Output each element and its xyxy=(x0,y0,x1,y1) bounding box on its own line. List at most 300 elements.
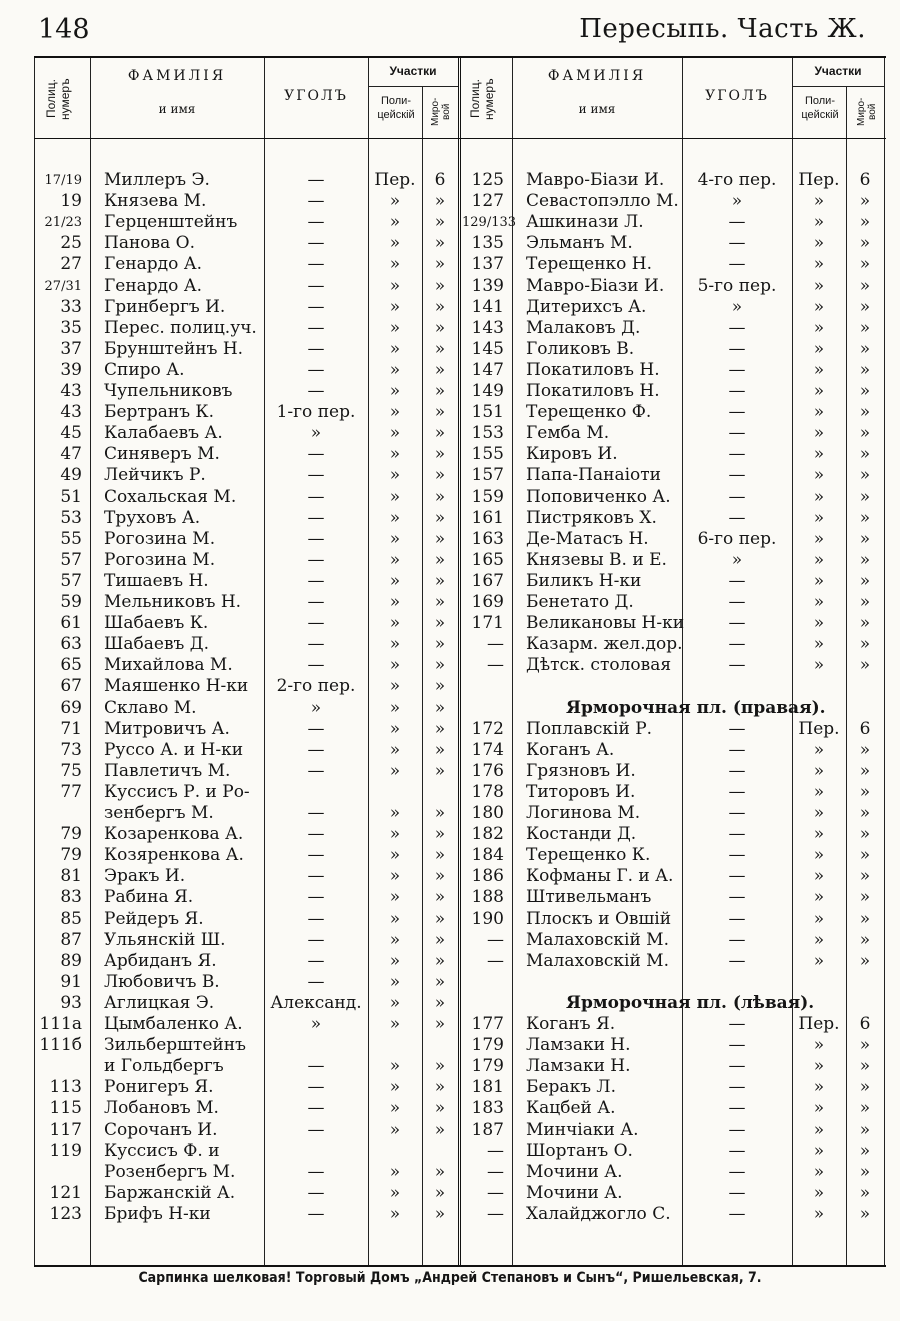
corner: — xyxy=(307,1182,325,1203)
table-row xyxy=(34,571,886,592)
corner: — xyxy=(728,570,746,591)
corner: — xyxy=(728,233,746,254)
family-name: Чупельниковъ xyxy=(104,381,233,401)
family-name: Рабина Я. xyxy=(104,887,194,908)
corner: » xyxy=(310,1014,322,1034)
corner: — xyxy=(728,1203,746,1224)
police-district: » xyxy=(389,1119,401,1140)
table-row xyxy=(34,740,886,761)
police-district: » xyxy=(389,634,401,655)
table-row xyxy=(34,360,886,381)
peace-district: » xyxy=(859,655,871,676)
police-district: » xyxy=(813,760,825,781)
corner: — xyxy=(307,212,325,233)
corner: — xyxy=(728,212,746,233)
peace-district: » xyxy=(859,465,871,486)
peace-district: » xyxy=(859,317,871,338)
police-number: — xyxy=(487,1182,504,1203)
family-name: Терещенко Ф. xyxy=(526,402,652,423)
peace-district: » xyxy=(434,486,446,507)
peace-district: » xyxy=(859,592,871,612)
corner: 2-го пер. xyxy=(276,676,356,697)
family-name: Логинова М. xyxy=(526,803,641,823)
family-name: Лейчикъ Р. xyxy=(104,465,206,486)
police-district: » xyxy=(389,549,401,570)
police-district: » xyxy=(389,465,401,486)
header-family-right: ФАМИЛІЯ xyxy=(547,68,647,84)
police-district: » xyxy=(389,1077,401,1098)
table-row xyxy=(34,972,886,993)
police-district: » xyxy=(389,1182,401,1203)
family-name: Кацбей А. xyxy=(526,1098,616,1119)
corner: — xyxy=(307,317,325,338)
family-name: Арбиданъ Я. xyxy=(104,950,217,971)
peace-district: » xyxy=(434,1182,446,1203)
police-district: » xyxy=(813,507,825,528)
police-number: — xyxy=(487,1140,504,1161)
corner: — xyxy=(307,739,325,760)
family-name: Покатиловъ Н. xyxy=(526,381,660,401)
header-corner-right: УГОЛЪ xyxy=(705,88,769,104)
family-name: Терещенко Н. xyxy=(526,254,653,275)
police-number: 137 xyxy=(471,254,504,275)
police-district: » xyxy=(389,1014,401,1034)
family-name: зенбергъ М. xyxy=(104,803,214,823)
police-district: » xyxy=(813,950,825,971)
corner: » xyxy=(731,191,743,212)
police-number: 177 xyxy=(471,1014,504,1034)
police-number: 184 xyxy=(471,845,504,866)
police-district: » xyxy=(389,697,401,718)
police-district: » xyxy=(389,359,401,380)
peace-district: 6 xyxy=(859,170,871,190)
table-row xyxy=(34,1077,886,1098)
police-district: » xyxy=(389,212,401,233)
header-family-sub: и имя xyxy=(158,102,196,116)
header-police: Поли- цейскій xyxy=(377,95,415,121)
police-number: 43 xyxy=(60,402,82,423)
peace-district: » xyxy=(434,950,446,971)
family-name: Перес. полиц.уч. xyxy=(104,317,257,338)
police-district: Пер. xyxy=(798,718,840,739)
header-police-number-right: Полиц. нумеръ xyxy=(468,78,496,120)
family-name: Митровичъ А. xyxy=(104,718,230,739)
police-number: 183 xyxy=(471,1098,504,1119)
police-number: 85 xyxy=(60,908,82,929)
police-number: 190 xyxy=(471,908,504,929)
peace-district: » xyxy=(434,1056,446,1077)
family-name: Рогозина М. xyxy=(104,549,216,570)
police-number: 171 xyxy=(471,613,504,634)
table-row xyxy=(34,233,886,254)
peace-district: » xyxy=(859,1098,871,1119)
corner: » xyxy=(731,296,743,317)
police-number: 55 xyxy=(60,528,82,549)
police-number: 147 xyxy=(471,359,504,380)
police-district: » xyxy=(813,296,825,317)
peace-district: » xyxy=(434,866,446,887)
peace-district: » xyxy=(859,739,871,760)
police-number: 121 xyxy=(49,1182,82,1203)
police-district: » xyxy=(389,655,401,676)
corner: — xyxy=(728,507,746,528)
police-district: » xyxy=(813,929,825,950)
police-number: 145 xyxy=(471,338,504,359)
family-name: Синяверъ М. xyxy=(104,444,220,465)
peace-district: » xyxy=(859,760,871,781)
peace-district: » xyxy=(434,359,446,380)
police-district: » xyxy=(813,528,825,549)
table-row xyxy=(34,803,886,824)
family-name: Ульянскій Ш. xyxy=(104,929,226,950)
peace-district: » xyxy=(434,338,446,359)
family-name: Козаренкова А. xyxy=(104,824,244,845)
corner: — xyxy=(728,254,746,275)
police-number: 83 xyxy=(60,887,82,908)
police-number: 157 xyxy=(471,465,504,486)
police-number: — xyxy=(487,634,504,655)
family-name: Шабаевъ К. xyxy=(104,613,209,634)
police-district: » xyxy=(389,254,401,275)
family-name: и Гольдбергъ xyxy=(104,1056,224,1077)
corner: — xyxy=(728,444,746,465)
police-number: 51 xyxy=(60,486,82,507)
peace-district: » xyxy=(859,824,871,845)
police-number: 111а xyxy=(39,1014,82,1034)
police-district: » xyxy=(389,402,401,423)
table-row xyxy=(34,613,886,634)
table-row xyxy=(34,866,886,887)
corner: — xyxy=(307,634,325,655)
police-number: 125 xyxy=(471,170,504,190)
family-name: Бертранъ К. xyxy=(104,402,214,423)
corner: — xyxy=(307,170,325,190)
family-name: Павлетичъ М. xyxy=(104,760,231,781)
peace-district: » xyxy=(434,423,446,444)
table-row xyxy=(34,508,886,529)
police-number: 33 xyxy=(60,296,82,317)
police-number: 53 xyxy=(60,507,82,528)
police-number: 169 xyxy=(471,592,504,612)
police-district: » xyxy=(389,570,401,591)
police-number: 117 xyxy=(49,1119,82,1140)
peace-district: » xyxy=(434,507,446,528)
police-number: 43 xyxy=(60,381,82,401)
police-district: » xyxy=(813,634,825,655)
corner: — xyxy=(307,1056,325,1077)
footer-advertisement: Сарпинка шелковая! Торговый Домъ „Андрей Степановъ и Сынъ“, Ришельевская, 7. xyxy=(138,1270,762,1286)
police-number: 165 xyxy=(471,549,504,570)
peace-district: » xyxy=(434,592,446,612)
police-number: 71 xyxy=(60,718,82,739)
family-name: Калабаевъ А. xyxy=(104,423,223,444)
police-district: » xyxy=(389,191,401,212)
table-row xyxy=(34,191,886,212)
police-district: » xyxy=(389,507,401,528)
peace-district: » xyxy=(859,1077,871,1098)
corner: 5-го пер. xyxy=(697,275,777,296)
section-heading: Ярморочная пл. (лѣвая). xyxy=(566,992,815,1013)
corner: — xyxy=(728,486,746,507)
corner: — xyxy=(307,359,325,380)
police-district: » xyxy=(813,1077,825,1098)
corner: — xyxy=(728,760,746,781)
corner: » xyxy=(310,423,322,444)
peace-district: » xyxy=(434,971,446,992)
corner: — xyxy=(307,528,325,549)
police-number: 25 xyxy=(60,233,82,254)
peace-district: 6 xyxy=(859,718,871,739)
police-number: 179 xyxy=(471,1056,504,1077)
peace-district: » xyxy=(434,1077,446,1098)
police-number: 172 xyxy=(471,718,504,739)
peace-district: » xyxy=(859,1035,871,1056)
family-name: Мельниковъ Н. xyxy=(104,592,242,612)
police-district: » xyxy=(813,1182,825,1203)
table-row xyxy=(34,423,886,444)
corner: — xyxy=(728,381,746,401)
police-district: Пер. xyxy=(374,170,416,190)
family-name: Рогозина М. xyxy=(104,528,216,549)
police-district: » xyxy=(813,866,825,887)
family-name: Тишаевъ Н. xyxy=(104,570,209,591)
peace-district: » xyxy=(434,275,446,296)
table-row xyxy=(34,655,886,676)
family-name: Костанди Д. xyxy=(526,824,637,845)
corner: » xyxy=(310,697,322,718)
family-name: Миллеръ Э. xyxy=(104,170,210,190)
police-number: 163 xyxy=(471,528,504,549)
police-number: 79 xyxy=(60,824,82,845)
police-district: » xyxy=(813,1140,825,1161)
corner: — xyxy=(728,866,746,887)
table-row xyxy=(34,1056,886,1077)
family-name: Коганъ Я. xyxy=(526,1014,616,1034)
police-number: 49 xyxy=(60,465,82,486)
police-district: » xyxy=(389,233,401,254)
corner: — xyxy=(307,233,325,254)
police-number: 57 xyxy=(60,549,82,570)
police-number: 123 xyxy=(49,1203,82,1224)
table-row xyxy=(34,930,886,951)
family-name: Дитерихсъ А. xyxy=(526,296,647,317)
family-name: Баржанскій А. xyxy=(104,1182,236,1203)
corner: — xyxy=(307,275,325,296)
police-number: 67 xyxy=(60,676,82,697)
family-name: Малаховскій М. xyxy=(526,950,669,971)
police-district: » xyxy=(813,592,825,612)
police-number: 129/133 xyxy=(462,215,517,231)
family-name: Мочини А. xyxy=(526,1182,623,1203)
police-number: 167 xyxy=(471,570,504,591)
police-number: 21/23 xyxy=(44,215,82,231)
table-row xyxy=(34,634,886,655)
corner: — xyxy=(307,908,325,929)
police-number: 47 xyxy=(60,444,82,465)
corner: — xyxy=(307,1119,325,1140)
police-district: » xyxy=(389,760,401,781)
peace-district: » xyxy=(434,528,446,549)
police-number: 77 xyxy=(60,781,82,802)
peace-district: » xyxy=(859,1203,871,1224)
police-district: » xyxy=(813,381,825,401)
family-name: Малаковъ Д. xyxy=(526,317,641,338)
family-name: Шортанъ О. xyxy=(526,1140,633,1161)
corner: — xyxy=(307,296,325,317)
peace-district: » xyxy=(859,507,871,528)
family-name: Куссисъ Ф. и xyxy=(104,1140,220,1161)
corner: — xyxy=(728,1056,746,1077)
police-number: 37 xyxy=(60,338,82,359)
peace-district: » xyxy=(859,908,871,929)
family-name: Титоровъ И. xyxy=(526,781,636,802)
header-police-number: Полиц. нумеръ xyxy=(44,78,72,120)
corner: — xyxy=(728,718,746,739)
corner: — xyxy=(307,760,325,781)
corner: — xyxy=(728,1035,746,1056)
table-row xyxy=(34,170,886,191)
police-district: » xyxy=(389,1056,401,1077)
family-name: Маяшенко Н-ки xyxy=(104,676,249,697)
corner: 4-го пер. xyxy=(697,170,777,190)
table-row xyxy=(34,951,886,972)
police-district: » xyxy=(389,929,401,950)
police-number: — xyxy=(487,655,504,676)
family-name: Эракъ И. xyxy=(104,866,186,887)
corner: — xyxy=(728,887,746,908)
table-row xyxy=(34,719,886,740)
police-number: — xyxy=(487,1203,504,1224)
peace-district: » xyxy=(434,1098,446,1119)
family-name: Казарм. жел.дор. xyxy=(526,634,683,655)
page-number: 148 xyxy=(38,14,90,45)
family-name: Севастопэлло М. xyxy=(526,191,679,212)
family-name: Ламзаки Н. xyxy=(526,1056,631,1077)
peace-district: » xyxy=(434,845,446,866)
corner: — xyxy=(728,845,746,866)
police-number: 17/19 xyxy=(44,173,82,188)
corner: — xyxy=(728,908,746,929)
peace-district: » xyxy=(859,803,871,823)
peace-district: » xyxy=(434,1203,446,1224)
peace-district: » xyxy=(434,929,446,950)
family-name: Гемба М. xyxy=(526,423,610,444)
corner: — xyxy=(307,887,325,908)
police-district: » xyxy=(813,402,825,423)
police-number: 178 xyxy=(471,781,504,802)
peace-district: » xyxy=(434,1014,446,1034)
family-name: Склаво М. xyxy=(104,697,197,718)
police-district: » xyxy=(813,739,825,760)
police-number: 87 xyxy=(60,929,82,950)
police-district: » xyxy=(813,317,825,338)
police-district: » xyxy=(813,275,825,296)
peace-district: 6 xyxy=(859,1014,871,1034)
family-name: Штивельманъ xyxy=(526,887,652,908)
peace-district: » xyxy=(859,338,871,359)
police-number: 75 xyxy=(60,760,82,781)
peace-district: » xyxy=(859,233,871,254)
peace-district: » xyxy=(859,275,871,296)
header-family-sub-right: и имя xyxy=(578,102,616,116)
police-district: » xyxy=(389,296,401,317)
corner: — xyxy=(728,317,746,338)
family-name: Малаховскій М. xyxy=(526,929,669,950)
peace-district: » xyxy=(859,1119,871,1140)
police-number: 153 xyxy=(471,423,504,444)
table-row xyxy=(34,444,886,465)
police-district: » xyxy=(813,423,825,444)
police-district: » xyxy=(813,803,825,823)
corner: — xyxy=(307,845,325,866)
peace-district: » xyxy=(859,781,871,802)
peace-district: » xyxy=(434,655,446,676)
police-number: 155 xyxy=(471,444,504,465)
police-number: 186 xyxy=(471,866,504,887)
police-number: 139 xyxy=(471,275,504,296)
police-number: 63 xyxy=(60,634,82,655)
family-name: Сохальская М. xyxy=(104,486,237,507)
police-number: 188 xyxy=(471,887,504,908)
peace-district: » xyxy=(859,402,871,423)
corner: — xyxy=(307,971,325,992)
family-name: Минчіаки А. xyxy=(526,1119,639,1140)
corner: — xyxy=(307,507,325,528)
police-number: 179 xyxy=(471,1035,504,1056)
police-number: 93 xyxy=(60,992,82,1013)
corner: — xyxy=(307,655,325,676)
police-number: 180 xyxy=(471,803,504,823)
family-name: Дѣтск. столовая xyxy=(526,655,672,676)
peace-district: » xyxy=(434,191,446,212)
table-row xyxy=(34,1162,886,1183)
peace-district: » xyxy=(859,845,871,866)
peace-district: » xyxy=(434,465,446,486)
family-name: Пистряковъ Х. xyxy=(526,507,657,528)
police-district: » xyxy=(389,866,401,887)
corner: — xyxy=(728,655,746,676)
corner: — xyxy=(307,824,325,845)
police-district: » xyxy=(389,486,401,507)
family-name: Плоскъ и Овшій xyxy=(526,908,672,929)
corner: — xyxy=(307,444,325,465)
police-district: » xyxy=(813,1056,825,1077)
corner: 1-го пер. xyxy=(276,402,356,423)
police-number: 61 xyxy=(60,613,82,634)
police-number: 27 xyxy=(60,254,82,275)
corner: — xyxy=(307,950,325,971)
family-name: Гринбергъ И. xyxy=(104,296,226,317)
peace-district: » xyxy=(859,359,871,380)
peace-district: » xyxy=(434,760,446,781)
peace-district: » xyxy=(434,718,446,739)
corner: — xyxy=(307,1077,325,1098)
police-district: » xyxy=(813,655,825,676)
police-number: — xyxy=(487,929,504,950)
family-name: Брифъ Н-ки xyxy=(104,1203,211,1224)
corner: — xyxy=(307,718,325,739)
corner: 6-го пер. xyxy=(697,528,777,549)
table-row xyxy=(34,782,886,803)
family-name: Папа-Панаіоти xyxy=(526,465,662,486)
police-number: 149 xyxy=(471,381,504,401)
police-number: 39 xyxy=(60,359,82,380)
police-district: » xyxy=(389,676,401,697)
section-heading: Ярморочная пл. (правая). xyxy=(566,697,826,718)
family-name: Михайлова М. xyxy=(104,655,233,676)
police-district: » xyxy=(813,191,825,212)
table-row xyxy=(34,845,886,866)
